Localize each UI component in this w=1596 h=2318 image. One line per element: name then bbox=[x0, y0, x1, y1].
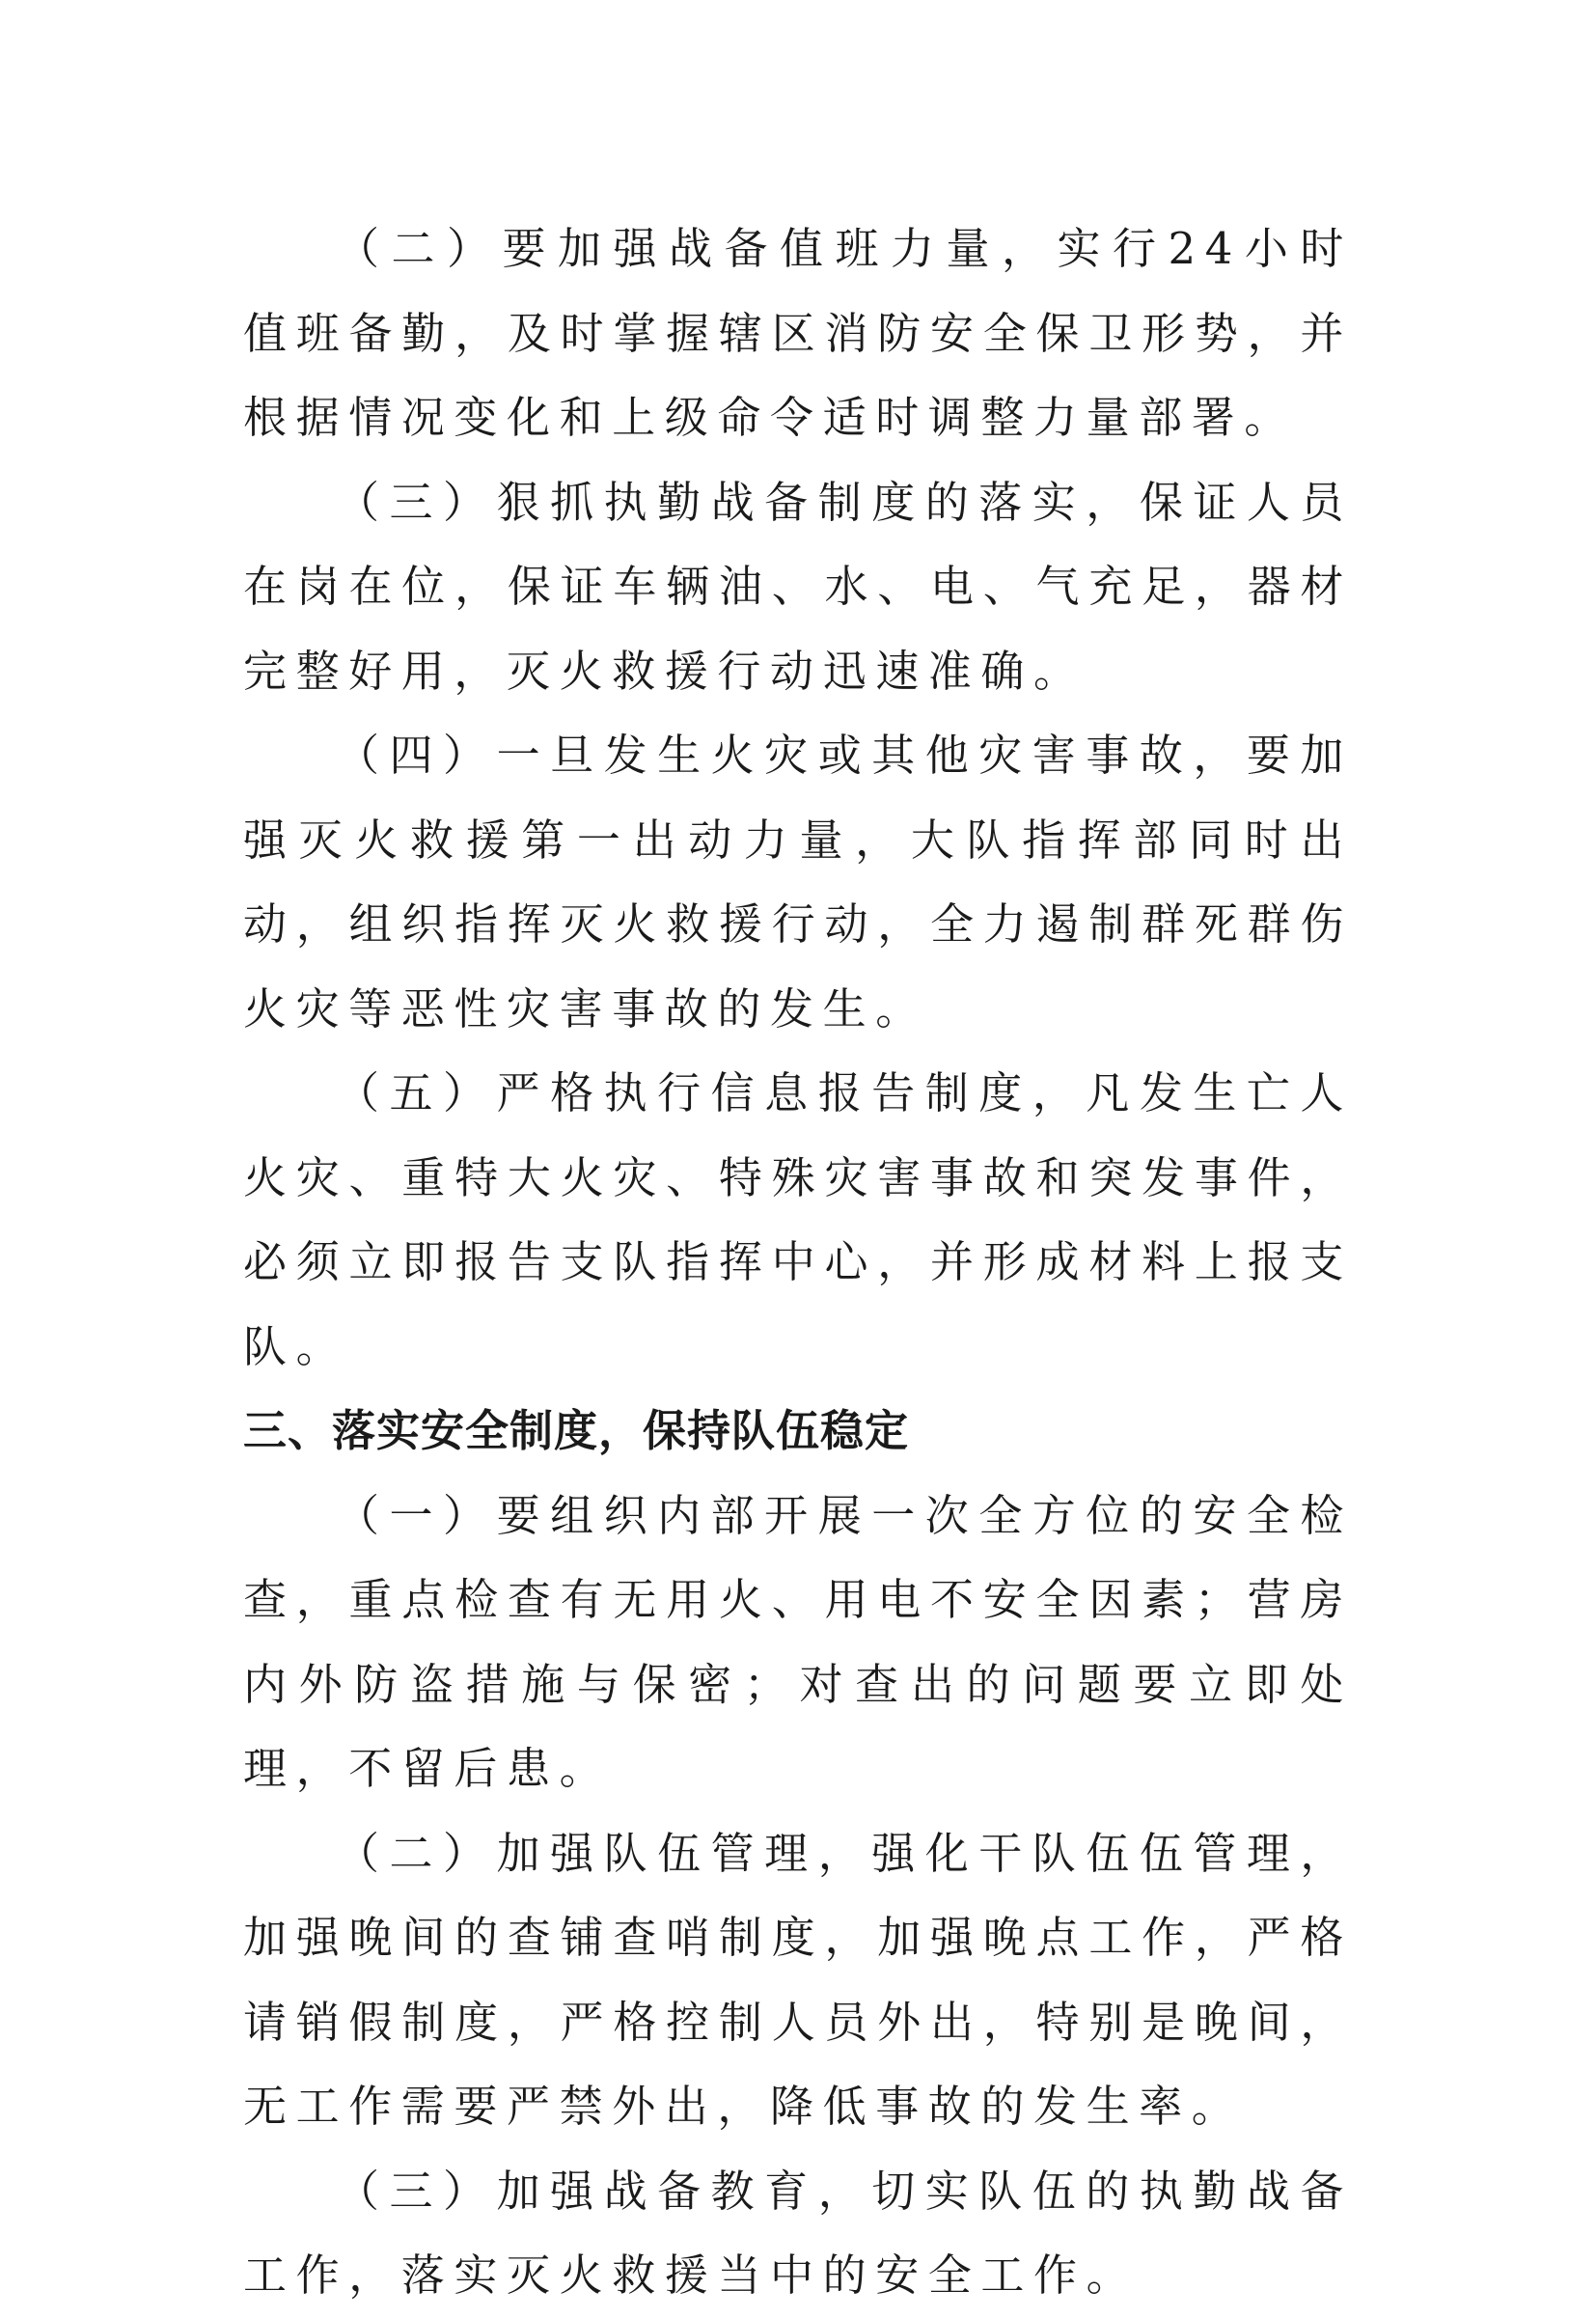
paragraph-info-reporting: （五）严格执行信息报告制度，凡发生亡人火灾、重特大火灾、特殊灾害事故和突发事件，必须立即报告支队指挥中心，并形成材料上报支队。 bbox=[243, 1067, 1353, 1372]
paragraph-duty-strength: （二）要加强战备值班力量，实行24小时值班备勤，及时掌握辖区消防安全保卫形势，并根据情况变化和上级命令适时调整力量部署。 bbox=[243, 223, 1353, 443]
paragraph-fire-response: （四）一旦发生火灾或其他灾害事故，要加强灭火救援第一出动力量，大队指挥部同时出动，组织指挥灭火救援行动，全力遏制群死群伤火灾等恶性灾害事故的发生。 bbox=[243, 730, 1353, 1035]
section-heading: 三、落实安全制度，保持队伍稳定 bbox=[243, 1405, 910, 1456]
document-body bbox=[243, 207, 1353, 2318]
paragraph-safety-inspection: （一）要组织内部开展一次全方位的安全检查，重点检查有无用火、用电不安全因素；营房内外防盗措施与保密；对查出的问题要立即处理，不留后患。 bbox=[243, 1489, 1353, 1794]
paragraph-team-management: （二）加强队伍管理，强化干队伍伍管理，加强晚间的查铺查哨制度，加强晚点工作，严格请销假制度，严格控制人员外出，特别是晚间，无工作需要严禁外出，降低事故的发生率。 bbox=[243, 1827, 1353, 2132]
paragraph-readiness-education: （三）加强战备教育，切实队伍的执勤战备工作，落实灭火救援当中的安全工作。 bbox=[243, 2165, 1353, 2301]
paragraph-readiness-system: （三）狠抓执勤战备制度的落实，保证人员在岗在位，保证车辆油、水、电、气充足，器材完整好用，灭火救援行动迅速准确。 bbox=[243, 476, 1353, 697]
